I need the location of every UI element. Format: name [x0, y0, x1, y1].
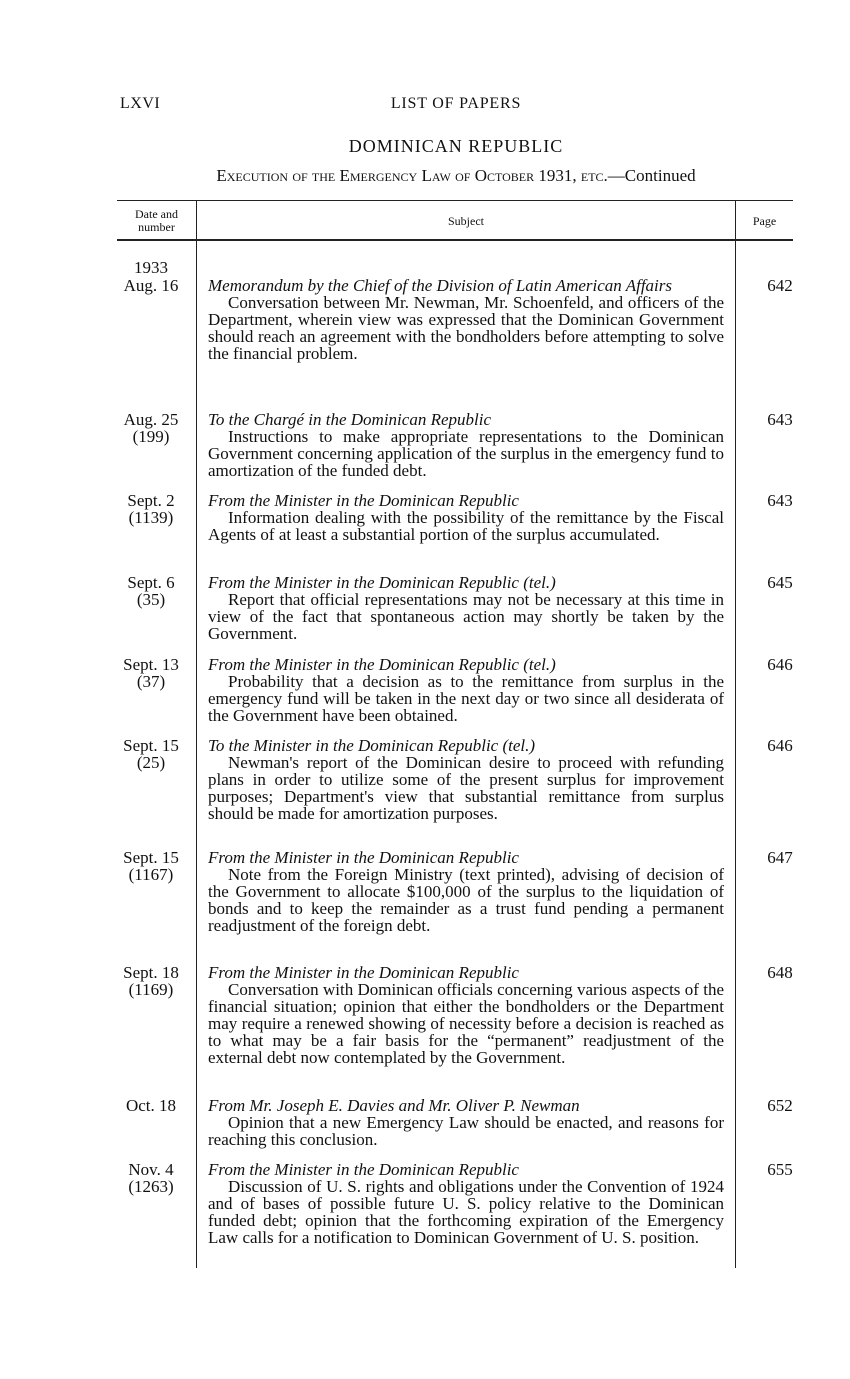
- entry-page: 646: [767, 736, 793, 755]
- column-header-date: [117, 208, 196, 234]
- entry-description: Conversation between Mr. Newman, Mr. Schoenfeld, and officers of the Department, wherein view was expressed that the Dominican Government should reach an agreement with the bondholders before attempting to solve the financial problem.: [208, 293, 724, 363]
- entry-date: Nov. 4 (1263): [128, 1160, 174, 1196]
- running-title: LIST OF PAPERS: [390, 95, 522, 112]
- entry-heading: From Mr. Joseph E. Davies and Mr. Oliver P. Newman: [208, 1096, 580, 1115]
- entry-heading: From the Minister in the Dominican Republic (tel.): [208, 573, 556, 592]
- entry-page: 642: [767, 276, 793, 295]
- entry-heading: Memorandum by the Chief of the Division of Latin American Affairs: [208, 276, 673, 295]
- entry-heading: From the Minister in the Dominican Republic (tel.): [208, 655, 556, 674]
- entry-description: Conversation with Dominican officials concerning various aspects of the financial situation; opinion that either the bondholders or the Department may require a renewed showing of necessity before a decision is reached as to what may be a fair basis for the “permanent” readjustment of the external debt now contemplated by the Government.: [208, 980, 724, 1067]
- entry-description: Report that official representations may not be necessary at this time in view of the fact that spontaneous action may shortly be taken by the Government.: [208, 590, 724, 643]
- entry-page: 647: [767, 848, 793, 867]
- entry-heading: From the Minister in the Dominican Republic: [208, 848, 519, 867]
- entry-page: 648: [767, 963, 793, 982]
- subtitle-main: Execution of the Emergency Law of October 1931, etc.: [216, 166, 608, 185]
- entry-heading: From the Minister in the Dominican Republic: [208, 963, 519, 982]
- entry-subject: [208, 849, 724, 934]
- subtitle-continued: —Continued: [607, 166, 696, 185]
- country-title: DOMINICAN REPUBLIC: [348, 136, 564, 156]
- entry-subject: [208, 1161, 724, 1246]
- column-header-date-line1: Date and: [135, 207, 178, 221]
- entry-heading: To the Chargé in the Dominican Republic: [208, 410, 491, 429]
- entry-heading: From the Minister in the Dominican Republic: [208, 491, 519, 510]
- entry-subject: [208, 964, 724, 1066]
- entry-date: Sept. 15 (25): [123, 736, 179, 772]
- entry-description: Discussion of U. S. rights and obligations under the Convention of 1924 and of bases of possible future U. S. policy relative to the Dominican funded debt; opinion that the forthcoming expiration of the Emergency Law calls for a notification to Dominican Government of U. S. position.: [208, 1177, 724, 1247]
- entry-page: 652: [767, 1096, 793, 1115]
- table-header-rule: [117, 239, 793, 241]
- entry-description: Instructions to make appropriate representations to the Dominican Government concerning application of the surplus in the emergency fund to amortization of the funded debt.: [208, 427, 724, 480]
- entry-date: Sept. 15 (1167): [123, 848, 179, 884]
- entry-subject: [208, 574, 724, 642]
- entry-description: Note from the Foreign Ministry (text printed), advising of decision of the Government to allocate $100,000 of the surplus to the liquidation of bonds and to keep the remainder as a trust fund pending a permanent readjustment of the foreign debt.: [208, 865, 724, 935]
- entry-page: 645: [767, 573, 793, 592]
- entry-heading: From the Minister in the Dominican Republic: [208, 1160, 519, 1179]
- entry-description: Opinion that a new Emergency Law should be enacted, and reasons for reaching this conclusion.: [208, 1113, 724, 1149]
- entry-description: Information dealing with the possibility of the remittance by the Fiscal Agents of at least a substantial portion of the surplus accumulated.: [208, 508, 724, 544]
- column-divider-left: [196, 200, 197, 1268]
- entry-subject: [208, 737, 724, 822]
- entry-subject: [208, 656, 724, 724]
- entry-subject: [208, 411, 724, 479]
- entry-date: Sept. 13 (37): [123, 655, 179, 691]
- page-number-roman: LXVI: [120, 95, 161, 112]
- entry-page: 643: [767, 410, 793, 429]
- column-divider-right: [735, 200, 736, 1268]
- entry-subject: [208, 1097, 724, 1148]
- entry-description: Newman's report of the Dominican desire to proceed with refunding plans in order to utilize some of the present surplus for improvement purposes; Department's view that substantial remittance from surplus should be made for amortization purposes.: [208, 753, 724, 823]
- entry-date: Sept. 18 (1169): [123, 963, 179, 999]
- entry-description: Probability that a decision as to the remittance from surplus in the emergency fund will be taken in the next day or two since all desiderata of the Government have been obtained.: [208, 672, 724, 725]
- column-header-page: Page: [752, 214, 777, 228]
- entry-subject: [208, 277, 724, 362]
- column-header-subject: Subject: [448, 214, 484, 228]
- section-subtitle: [0, 166, 850, 186]
- entry-subject: [208, 492, 724, 543]
- entry-date: Aug. 25 (199): [123, 410, 179, 446]
- column-header-date-line2: number: [138, 220, 175, 234]
- entry-date: Aug. 16: [123, 276, 179, 295]
- entry-page: 646: [767, 655, 793, 674]
- entry-date: Sept. 2 (1139): [127, 491, 175, 527]
- entry-page: 643: [767, 491, 793, 510]
- year-label: 1933: [134, 258, 168, 277]
- entry-heading: To the Minister in the Dominican Republic (tel.): [208, 736, 536, 755]
- entry-page: 655: [767, 1160, 793, 1179]
- table-top-rule: [117, 200, 793, 201]
- entry-date: Oct. 18: [125, 1096, 177, 1115]
- entry-date: Sept. 6 (35): [127, 573, 175, 609]
